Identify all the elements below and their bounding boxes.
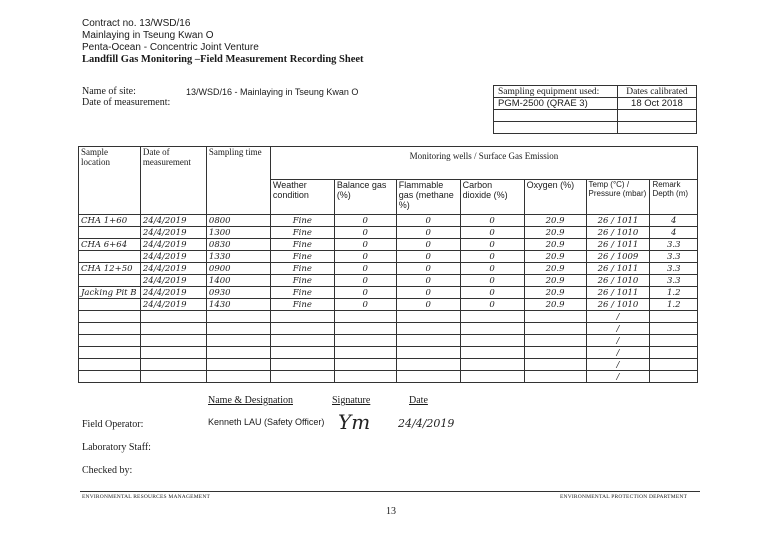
header-oxygen: Oxygen (%) [524,180,586,215]
cell-depth: 3.3 [650,239,698,251]
cell-co2: 0 [460,251,524,263]
empty-cell [206,359,270,371]
empty-cell: / [586,371,650,383]
table-row [79,299,698,311]
field-operator-date: 24/4/2019 [398,417,455,430]
header-balance: Balance gas (%) [334,180,396,215]
cell-loc: CHA 6+64 [79,239,141,251]
cell-weather: Fine [270,251,334,263]
cell-o2: 20.9 [524,287,586,299]
sheet-title: Landfill Gas Monitoring –Field Measurement Recording Sheet [82,54,364,65]
empty-cell [524,347,586,359]
cell-weather: Fine [270,239,334,251]
table-row [79,263,698,275]
empty-cell [524,335,586,347]
cell-loc: Jacking Pit B [79,287,141,299]
cell-weather: Fine [270,227,334,239]
cell-o2: 20.9 [524,215,586,227]
contractor-name: Penta-Ocean - Concentric Joint Venture [82,42,259,53]
empty-cell [206,335,270,347]
field-operator-signature: Ym [338,410,371,434]
contract-number: Contract no. 13/WSD/16 [82,18,191,29]
cell-bal: 0 [334,239,396,251]
empty-cell [460,323,524,335]
table-row [79,239,698,251]
empty-cell [79,347,141,359]
empty-cell [79,371,141,383]
cell-bal: 0 [334,263,396,275]
footer-divider [80,491,700,492]
table-row [79,251,698,263]
field-operator-label: Field Operator: [82,419,144,430]
project-name: Mainlaying in Tseung Kwan O [82,30,214,41]
empty-cell [79,335,141,347]
cell-loc: CHA 12+50 [79,263,141,275]
empty-cell [460,311,524,323]
cell-weather: Fine [270,215,334,227]
cell-weather: Fine [270,287,334,299]
empty-cell [460,371,524,383]
cell-o2: 20.9 [524,251,586,263]
empty-cell [334,359,396,371]
header-remark-depth [650,180,698,215]
cell-flam: 0 [396,227,460,239]
cell-depth: 4 [650,215,698,227]
empty-cell [79,311,141,323]
empty-cell [524,311,586,323]
cell-temp: 26 / 1011 [586,215,650,227]
empty-cell [650,335,698,347]
field-operator-name: Kenneth LAU (Safety Officer) [208,417,325,427]
cell-time: 1400 [206,275,270,287]
empty-cell [396,311,460,323]
empty-cell [396,359,460,371]
cell-depth: 3.3 [650,251,698,263]
empty-cell [140,371,206,383]
empty-cell [270,335,334,347]
cell-co2: 0 [460,227,524,239]
header-temp-pressure [586,180,650,215]
empty-cell [650,323,698,335]
cell-co2: 0 [460,287,524,299]
cell-time: 0930 [206,287,270,299]
cell-depth: 3.3 [650,275,698,287]
cell-flam: 0 [396,299,460,311]
signoff-signature-header: Signature [332,395,371,406]
signoff-date-header: Date [409,395,428,406]
equipment-table [493,85,697,134]
header-remark: Remark [652,180,681,189]
empty-cell [524,371,586,383]
empty-cell [396,323,460,335]
cell-date: 24/4/2019 [140,275,206,287]
empty-cell [334,311,396,323]
cell-bal: 0 [334,299,396,311]
empty-cell [650,359,698,371]
cell-flam: 0 [396,215,460,227]
cell-o2: 20.9 [524,275,586,287]
cell-bal: 0 [334,287,396,299]
cell-temp: 26 / 1011 [586,287,650,299]
empty-cell: / [586,359,650,371]
page-number: 13 [386,506,396,517]
cell-date: 24/4/2019 [140,299,206,311]
cell-loc [79,275,141,287]
empty-cell [460,347,524,359]
cell-date: 24/4/2019 [140,251,206,263]
cell-depth: 1.2 [650,287,698,299]
empty-cell [140,359,206,371]
empty-cell [334,323,396,335]
empty-cell [140,347,206,359]
empty-cell [206,347,270,359]
empty-cell [79,359,141,371]
cell-flam: 0 [396,287,460,299]
cell-depth: 4 [650,227,698,239]
cell-temp: 26 / 1011 [586,239,650,251]
cell-weather: Fine [270,299,334,311]
cell-temp: 26 / 1009 [586,251,650,263]
checked-by-label: Checked by: [82,465,133,476]
header-temp: Temp (°C) / [588,180,630,189]
header-block [82,18,364,66]
table-row [79,275,698,287]
cell-o2: 20.9 [524,239,586,251]
empty-cell [334,371,396,383]
cell-loc [79,251,141,263]
cell-o2: 20.9 [524,299,586,311]
cell-temp: 26 / 1010 [586,227,650,239]
equipment-device: PGM-2500 (QRAE 3) [494,98,618,110]
header-pressure: Pressure (mbar) [588,189,647,198]
measurement-date-label: Date of measurement: [82,97,171,108]
cell-temp: 26 / 1010 [586,299,650,311]
cell-o2: 20.9 [524,263,586,275]
empty-row [79,323,698,335]
cell-bal: 0 [334,227,396,239]
empty-cell [79,323,141,335]
cell-co2: 0 [460,263,524,275]
empty-cell [396,371,460,383]
cell-co2: 0 [460,299,524,311]
table-row [79,287,698,299]
cell-flam: 0 [396,263,460,275]
cell-loc: CHA 1+60 [79,215,141,227]
empty-cell: / [586,311,650,323]
empty-row [79,311,698,323]
cell-loc [79,227,141,239]
cell-time: 0830 [206,239,270,251]
header-time: Sampling time [206,147,270,215]
cell-date: 24/4/2019 [140,239,206,251]
empty-cell [650,347,698,359]
header-co2: Carbon dioxide (%) [460,180,524,215]
cell-bal: 0 [334,275,396,287]
cell-time: 1300 [206,227,270,239]
measurement-table [78,146,698,383]
cell-co2: 0 [460,275,524,287]
empty-cell [334,347,396,359]
empty-cell [270,371,334,383]
empty-cell [334,335,396,347]
cell-temp: 26 / 1011 [586,263,650,275]
header-date: Date of measurement [140,147,206,215]
cell-co2: 0 [460,215,524,227]
footer-right: ENVIRONMENTAL PROTECTION DEPARTMENT [560,494,688,500]
empty-row [79,359,698,371]
empty-cell [270,347,334,359]
empty-cell [270,323,334,335]
cell-flam: 0 [396,275,460,287]
cell-date: 24/4/2019 [140,263,206,275]
cell-flam: 0 [396,251,460,263]
cell-depth: 1.2 [650,299,698,311]
calibration-header: Dates calibrated [617,86,696,98]
empty-row [79,335,698,347]
header-group: Monitoring wells / Surface Gas Emission [270,147,697,180]
cell-weather: Fine [270,275,334,287]
cell-depth: 3.3 [650,263,698,275]
empty-cell [140,335,206,347]
header-flammable: Flammable gas (methane %) [396,180,460,215]
lab-staff-label: Laboratory Staff: [82,442,151,453]
empty-cell [140,323,206,335]
cell-temp: 26 / 1010 [586,275,650,287]
signoff-name-header: Name & Designation [208,395,293,406]
empty-cell: / [586,335,650,347]
empty-cell [460,335,524,347]
cell-time: 0800 [206,215,270,227]
empty-row [79,347,698,359]
table-row [79,227,698,239]
calibration-date: 18 Oct 2018 [617,98,696,110]
empty-row [79,371,698,383]
header-location: Sample location [79,147,141,215]
empty-cell [396,335,460,347]
empty-cell: / [586,323,650,335]
empty-cell [650,371,698,383]
cell-o2: 20.9 [524,227,586,239]
empty-cell [206,311,270,323]
cell-weather: Fine [270,263,334,275]
empty-cell: / [586,347,650,359]
cell-loc [79,299,141,311]
cell-time: 1330 [206,251,270,263]
empty-cell [140,311,206,323]
cell-time: 1430 [206,299,270,311]
footer-left: ENVIRONMENTAL RESOURCES MANAGEMENT [82,494,211,500]
cell-date: 24/4/2019 [140,215,206,227]
cell-co2: 0 [460,239,524,251]
empty-cell [270,359,334,371]
empty-cell [524,323,586,335]
empty-cell [460,359,524,371]
cell-date: 24/4/2019 [140,227,206,239]
empty-cell [206,323,270,335]
empty-cell [206,371,270,383]
cell-date: 24/4/2019 [140,287,206,299]
table-row [79,215,698,227]
empty-cell [396,347,460,359]
cell-flam: 0 [396,239,460,251]
header-depth: Depth (m) [652,189,689,198]
equipment-header: Sampling equipment used: [494,86,618,98]
site-name-label: Name of site: [82,86,136,97]
empty-cell [650,311,698,323]
empty-cell [524,359,586,371]
cell-time: 0900 [206,263,270,275]
site-name-value: 13/WSD/16 - Mainlaying in Tseung Kwan O [186,87,359,97]
header-weather: Weather condition [270,180,334,215]
cell-bal: 0 [334,251,396,263]
cell-bal: 0 [334,215,396,227]
empty-cell [270,311,334,323]
